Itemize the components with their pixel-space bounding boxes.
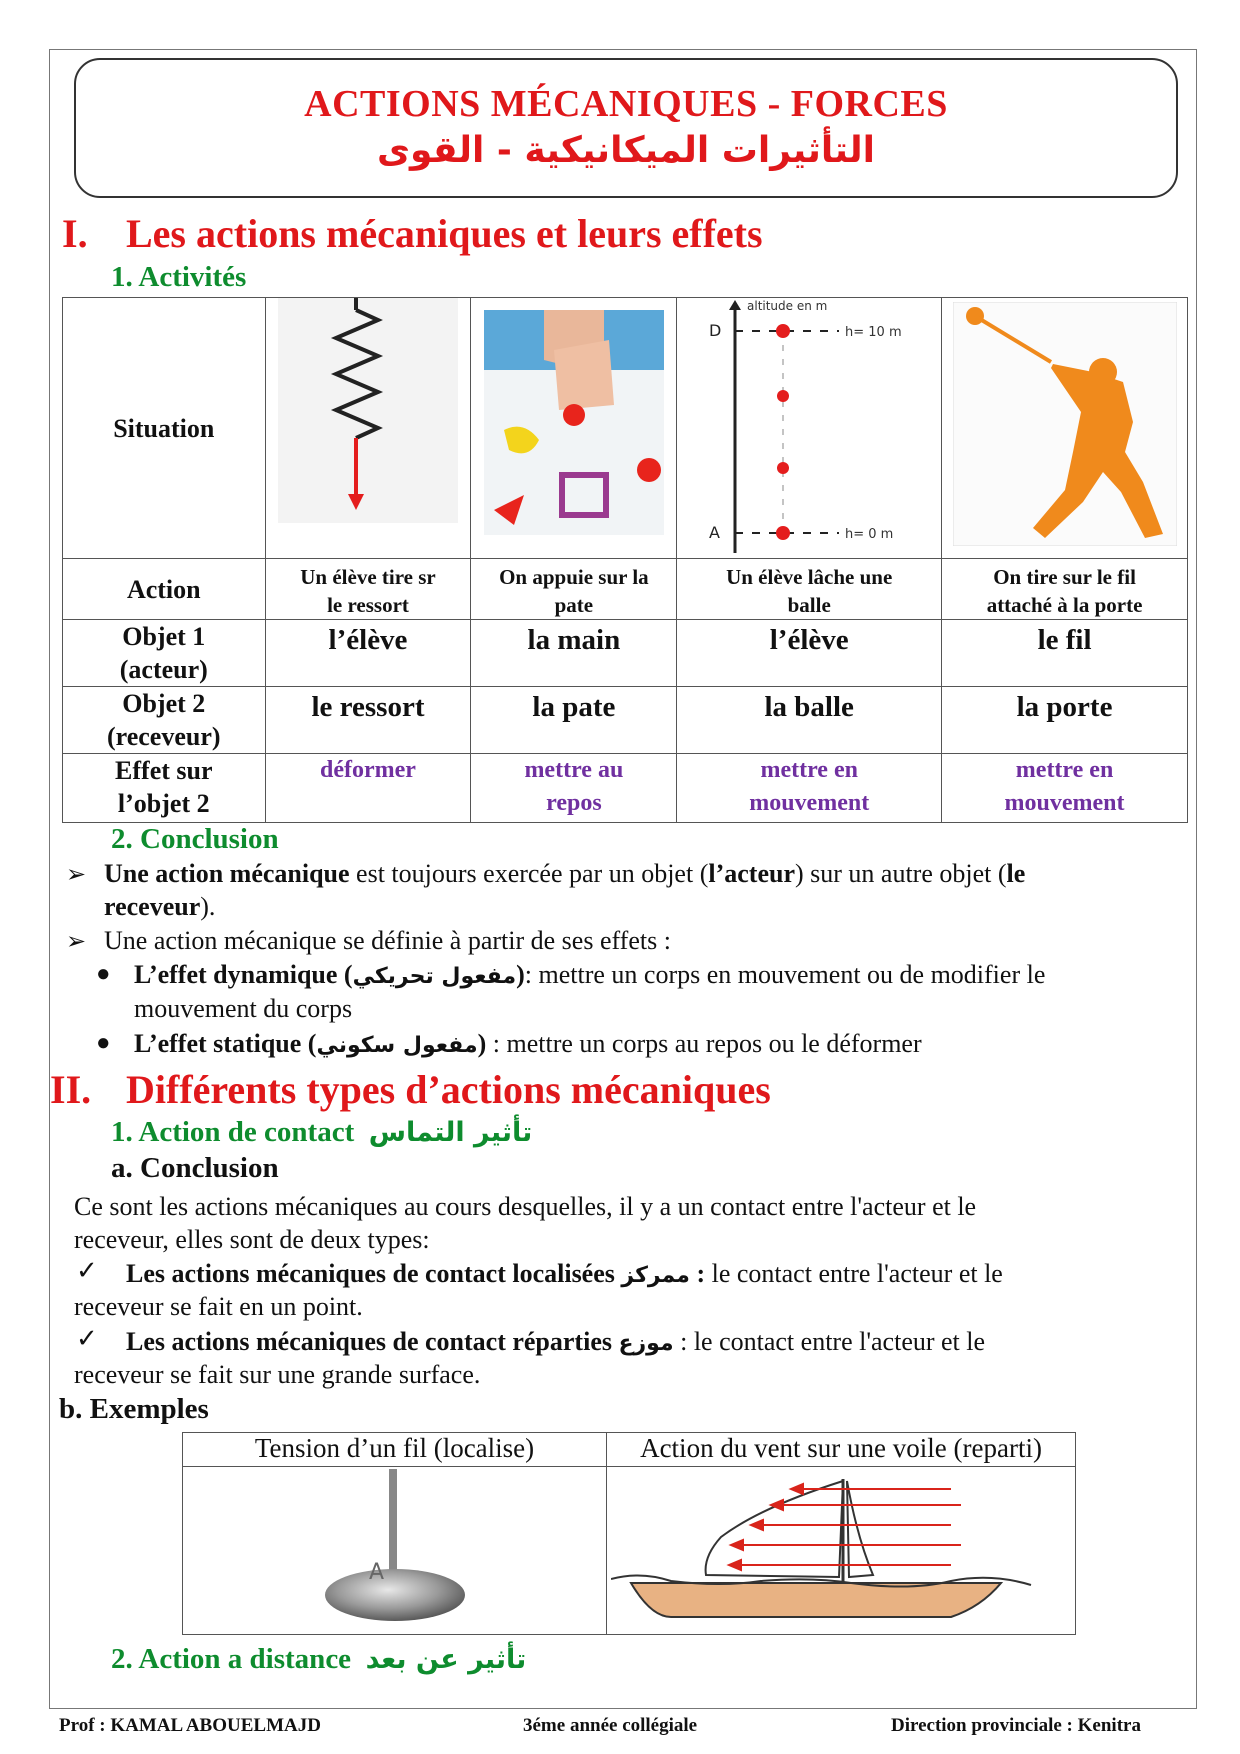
effet-cell — [471, 754, 677, 823]
objet2-cell: le ressort — [265, 687, 471, 754]
arabic-term: تأثير عن بعد — [365, 1644, 527, 1675]
effet-label: Effet sur — [115, 756, 213, 785]
title-french: ACTIONS MÉCANIQUES - FORCES — [304, 83, 948, 125]
arrow-bullet-icon: ➢ — [66, 929, 87, 955]
effet-cell — [265, 754, 471, 823]
action-cell — [265, 559, 471, 620]
text-span: ) — [516, 960, 525, 989]
effet-text: mouvement — [749, 790, 870, 816]
effet-sublabel: l’objet 2 — [117, 789, 210, 818]
situation-spring — [265, 298, 471, 559]
situation-hammer — [942, 298, 1188, 559]
subsection-contact — [111, 1116, 532, 1149]
reparties-line-2: receveur se fait sur une grande surface. — [74, 1360, 481, 1389]
objet2-cell: la pate — [471, 687, 677, 754]
subsection-distance — [111, 1643, 526, 1676]
action-text: Un élève lâche une — [726, 565, 893, 589]
text-span: ) sur un autre objet ( — [794, 859, 1007, 888]
activities-table — [62, 297, 1188, 823]
arabic-term: مفعول سكوني — [316, 1033, 478, 1058]
row-label-action: Action — [63, 559, 266, 620]
effet-cell — [677, 754, 942, 823]
effet-text: déformer — [320, 757, 416, 783]
action-text: On tire sur le fil — [993, 565, 1136, 589]
action-cell — [471, 559, 677, 620]
check-icon: ✓ — [76, 1324, 98, 1353]
ball-fall-figure — [699, 298, 919, 558]
effet-text: repos — [546, 790, 602, 816]
contact-paragraph-1: Ce sont les actions mécaniques au cours desquelles, il y a un contact entre l'acteur et le — [74, 1192, 977, 1221]
dot-bullet-icon: ● — [96, 1030, 111, 1056]
term-localisees: Les actions mécaniques de contact localisées — [126, 1259, 615, 1288]
term-acteur: l’acteur — [708, 859, 795, 888]
objet2-cell: la balle — [677, 687, 942, 754]
example-header-2: Action du vent sur une voile (reparti) — [607, 1433, 1076, 1467]
row-label-objet2 — [63, 687, 266, 754]
text-span: ). — [200, 892, 216, 921]
subsection-conclusion: 2. Conclusion — [111, 823, 279, 855]
term-receveur: receveur — [104, 892, 201, 921]
effet-statique-line — [134, 1027, 922, 1062]
effet-text: mettre au — [524, 757, 624, 783]
effet-text: mettre en — [1015, 757, 1114, 783]
effet-cell — [942, 754, 1188, 823]
point-A-label: A — [368, 1560, 384, 1585]
text-span: : le contact entre l'acteur et le — [673, 1327, 986, 1356]
text-span: le contact entre l'acteur et le — [705, 1259, 1003, 1288]
action-text: balle — [787, 593, 831, 617]
objet1-cell: la main — [471, 620, 677, 687]
effet-dynamique-line — [134, 958, 1045, 993]
height-bottom-label: h= 0 m — [845, 527, 894, 542]
section-2-number: II. — [50, 1067, 92, 1112]
examples-table — [182, 1432, 1076, 1635]
term-reparties: Les actions mécaniques de contact réparties — [126, 1327, 612, 1356]
objet1-cell: le fil — [942, 620, 1188, 687]
action-text: attaché à la porte — [986, 593, 1143, 617]
arabic-term: تأثير التماس — [368, 1117, 533, 1148]
action-text: le ressort — [327, 593, 409, 617]
footer-level: 3éme année collégiale — [523, 1715, 698, 1736]
text-span: : — [689, 1259, 706, 1288]
subsection-b-exemples: b. Exemples — [59, 1393, 209, 1425]
arabic-term: مفعول تحريكي — [352, 964, 517, 989]
row-label-effet — [63, 754, 266, 823]
text-span: est toujours exercée par un objet ( — [349, 859, 709, 888]
arabic-term: ممركز — [621, 1263, 690, 1288]
text-span: 2. Action a distance — [111, 1643, 352, 1675]
section-1-title: Les actions mécaniques et leurs effets — [126, 211, 763, 256]
example-cell-voile — [607, 1467, 1076, 1635]
effet-text: mettre en — [760, 757, 858, 783]
footer-direction: Direction provinciale : Kenitra — [891, 1715, 1141, 1736]
situation-fall — [677, 298, 942, 559]
term-action-mecanique: Une action mécanique — [104, 859, 350, 888]
text-span: 1. Action de contact — [111, 1116, 355, 1148]
check-icon: ✓ — [76, 1256, 98, 1285]
term-effet-statique: L’effet statique ( — [134, 1029, 317, 1058]
pate-figure — [484, 310, 664, 535]
row-label-situation: Situation — [63, 298, 266, 559]
effet-text: mouvement — [1004, 790, 1125, 816]
objet1-label: Objet 1 — [122, 622, 206, 651]
conclusion-line-3: Une action mécanique se définie à partir de ses effets : — [104, 926, 671, 955]
subsection-a-conclusion: a. Conclusion — [111, 1152, 279, 1184]
point-A-label: A — [709, 523, 721, 542]
objet2-cell: la porte — [942, 687, 1188, 754]
row-label-objet1 — [63, 620, 266, 687]
objet2-sublabel: (receveur) — [107, 722, 221, 751]
reparties-line — [126, 1325, 985, 1360]
title-arabic: التأثيرات الميكانيكية - القوى — [377, 130, 875, 171]
term-effet-dynamique: L’effet dynamique ( — [134, 960, 353, 989]
objet1-sublabel: (acteur) — [119, 655, 208, 684]
situation-pate — [471, 298, 677, 559]
action-cell — [677, 559, 942, 620]
objet1-cell: l’élève — [677, 620, 942, 687]
text-span: ) — [477, 1029, 487, 1058]
point-D-label: D — [709, 321, 722, 340]
section-2-title: Différents types d’actions mécaniques — [126, 1067, 771, 1112]
axis-label: altitude en m — [747, 299, 828, 313]
conclusion-line-2 — [104, 890, 215, 923]
action-cell — [942, 559, 1188, 620]
hammer-thrower-figure — [953, 302, 1177, 546]
sail-wind-figure — [611, 1467, 1071, 1627]
text-span: : mettre un corps en mouvement ou de modifier le — [524, 960, 1046, 989]
example-header-1: Tension d’un fil (localise) — [183, 1433, 607, 1467]
arabic-term: موزع — [618, 1331, 674, 1356]
localisees-line-2: receveur se fait en un point. — [74, 1292, 363, 1321]
action-text: Un élève tire sr — [300, 565, 436, 589]
arrow-bullet-icon: ➢ — [66, 862, 87, 888]
objet2-label: Objet 2 — [122, 689, 206, 718]
thread-tension-figure — [245, 1467, 545, 1627]
objet1-cell: l’élève — [265, 620, 471, 687]
contact-paragraph-2: receveur, elles sont de deux types: — [74, 1225, 430, 1254]
height-top-label: h= 10 m — [845, 325, 902, 340]
action-text: pate — [554, 593, 594, 617]
subsection-activites: 1. Activités — [111, 261, 247, 293]
spring-figure — [278, 298, 458, 523]
effet-dynamique-line-2: mouvement du corps — [134, 994, 353, 1023]
footer-prof: Prof : KAMAL ABOUELMAJD — [59, 1715, 321, 1736]
title-box — [74, 58, 1178, 198]
text-span: : mettre un corps au repos ou le déformer — [486, 1029, 922, 1058]
example-cell-fil — [183, 1467, 607, 1635]
section-1-number: I. — [62, 211, 88, 256]
localisees-line — [126, 1257, 1003, 1292]
term-le: le — [1006, 859, 1026, 888]
conclusion-line-1 — [104, 857, 1025, 890]
dot-bullet-icon: ● — [96, 961, 111, 987]
action-text: On appuie sur la — [499, 565, 649, 589]
